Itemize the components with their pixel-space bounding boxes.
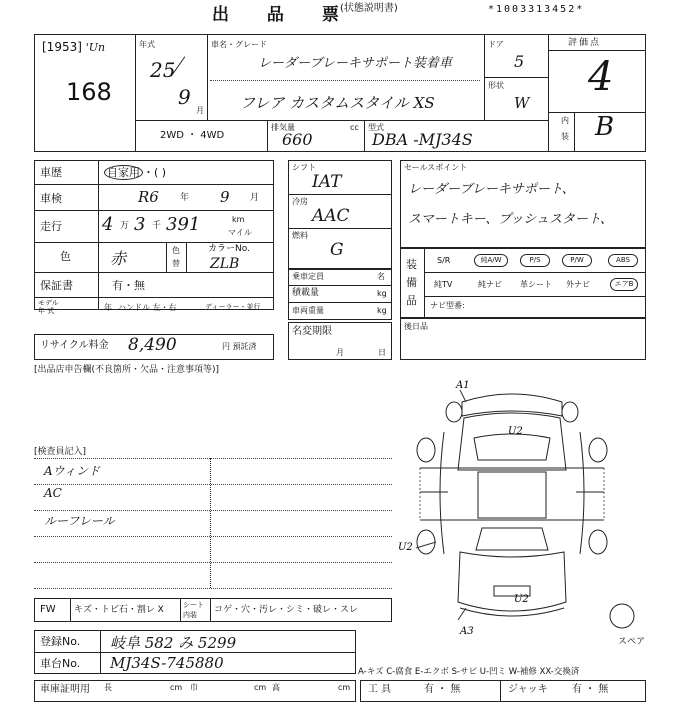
capacity-unit: 名 xyxy=(377,272,385,281)
mileage-man-unit: 万 xyxy=(120,221,130,231)
model-month-value: 9 xyxy=(178,85,191,109)
equip-external-navi: 外ナビ xyxy=(566,280,590,289)
equipment-label-1: 装 xyxy=(406,258,417,271)
equip-genuine-tv: 純TV xyxy=(434,280,453,289)
vehicle-history-value xyxy=(104,166,166,179)
chassis-value: MJ34S-745880 xyxy=(110,654,224,672)
weight-unit: kg xyxy=(377,306,387,315)
garage-cert-long: 長 xyxy=(104,683,112,692)
damage-legend: A-キズ C-腐食 E-エクボ S-サビ U-凹ミ W-補修 XX-交換済 xyxy=(358,667,580,677)
sales-point-label: セールスポイント xyxy=(404,163,468,172)
page-subtitle: (状態説明書) xyxy=(340,3,398,14)
displacement-unit: cc xyxy=(350,123,359,132)
shift-label: シフト xyxy=(292,163,316,172)
color-change-label-2: 替 xyxy=(172,259,180,268)
load-unit: kg xyxy=(377,289,387,298)
inspection-month: 9 xyxy=(220,188,230,206)
model-row-handle: ハンドル 左・右 xyxy=(118,303,177,312)
mileage-man: 4 xyxy=(102,214,114,235)
color-value: 赤 xyxy=(110,249,127,268)
equip-sr: S/R xyxy=(437,256,451,265)
chassis-label: 車台No. xyxy=(40,657,81,670)
registration-value: 岐阜 582 み 5299 xyxy=(110,634,237,652)
fuel-label: 燃料 xyxy=(292,231,308,240)
vehicle-history-label: 車歴 xyxy=(40,166,62,179)
diagram-mark-u2-side: U2 xyxy=(398,542,413,553)
color-no-label: カラーNo. xyxy=(208,244,250,254)
equip-power-steering: P/S xyxy=(520,254,550,267)
expiry-label: 名変期限 xyxy=(292,326,332,337)
aircon-value: AAC xyxy=(312,206,350,226)
year-code-suffix: 'Un xyxy=(85,41,106,54)
inspection-label: 車検 xyxy=(40,192,62,205)
fw-sheet-2: 内装 xyxy=(183,611,197,619)
inspector-notes-label: [検査員記入] xyxy=(34,447,87,457)
garage-cert-width: 巾 xyxy=(190,683,198,692)
model-row-year-unit: 年 xyxy=(104,303,112,312)
mileage-unit-mile: マイル xyxy=(228,228,252,237)
fw-interior-items: コゲ・穴・汚レ・シミ・破レ・スレ xyxy=(214,605,359,615)
diagram-mark-a1: A1 xyxy=(456,380,470,391)
fw-label: FW xyxy=(40,604,56,615)
garage-cert-label: 車庫証明用 xyxy=(40,684,90,695)
sales-point-frame xyxy=(400,160,646,248)
equip-leather-seat: 革シート xyxy=(520,280,552,289)
inspection-year: R6 xyxy=(138,188,159,206)
door-value: 5 xyxy=(514,52,525,71)
inspector-note-1: Aウィンド xyxy=(44,464,100,478)
displacement-label: 排気量 xyxy=(271,123,295,132)
weight-label: 車両重量 xyxy=(292,306,324,315)
equipment-label-2: 備 xyxy=(406,276,417,289)
exhibitor-notes-label: [出品店申告欄(不良箇所・欠品・注意事項等)] xyxy=(34,365,220,375)
recycle-unit: 円 預託済 xyxy=(222,342,257,351)
inspection-month-unit: 月 xyxy=(250,193,260,203)
equipment-label-3: 品 xyxy=(406,294,417,307)
color-change-label-1: 色 xyxy=(172,246,180,255)
score-label: 評価点 xyxy=(568,38,602,48)
garage-cert-long-unit: cm xyxy=(170,683,183,692)
garage-cert-height: 高 xyxy=(272,683,280,692)
load-label: 積載量 xyxy=(292,288,320,298)
shift-value: IAT xyxy=(312,172,342,192)
model-row-label-2: 年 式 xyxy=(38,307,55,315)
mileage-rest: 391 xyxy=(166,214,201,235)
mileage-label: 走行 xyxy=(40,220,62,233)
warranty-value: 有・無 xyxy=(112,279,145,292)
car-name-line2: フレア カスタムスタイル XS xyxy=(240,94,435,112)
interior-label-1: 内 xyxy=(561,116,569,125)
door-label: ドア xyxy=(488,40,504,49)
garage-cert-height-unit: cm xyxy=(338,683,351,692)
model-year-label: 年式 xyxy=(139,40,155,49)
diagram-mark-u2-top: U2 xyxy=(508,426,523,437)
model-row-dealer: ディーラー・並行 xyxy=(205,303,261,311)
model-year-value: 25 xyxy=(150,58,176,82)
equip-genuine-aw: 純A/W xyxy=(474,254,508,267)
lot-number: 168 xyxy=(66,78,112,106)
equip-genuine-navi: 純ナビ xyxy=(478,280,502,289)
mileage-unit-km: km xyxy=(232,215,245,224)
tools-value: 有 ・ 無 xyxy=(424,684,461,695)
aircon-label: 冷房 xyxy=(292,197,308,206)
shape-label: 形状 xyxy=(488,81,504,90)
interior-value: B xyxy=(595,112,615,142)
vehicle-history-selected: 自家用 xyxy=(104,165,143,180)
spare-label: スペア xyxy=(618,637,646,647)
fw-sheet-1: シート xyxy=(183,601,204,609)
tools-label: 工 具 xyxy=(368,684,392,695)
car-name-line1: レーダーブレーキサポート装着車 xyxy=(258,56,452,71)
registration-label: 登録No. xyxy=(40,635,81,648)
page-title: 出 品 票 xyxy=(212,5,355,25)
fuel-value: G xyxy=(330,240,344,260)
inspector-note-2: AC xyxy=(44,486,62,500)
mileage-sen: 3 xyxy=(134,214,146,235)
mileage-sen-unit: 千 xyxy=(152,221,162,231)
vehicle-history-rest: ・( ) xyxy=(143,166,167,179)
recycle-label: リサイクル料金 xyxy=(40,340,109,351)
jack-value: 有 ・ 無 xyxy=(572,684,609,695)
shape-value: W xyxy=(514,94,530,112)
color-label: 色 xyxy=(60,250,71,263)
serial-number: *1003313452* xyxy=(488,4,585,15)
interior-label-2: 装 xyxy=(561,132,569,141)
diagram-mark-u2-rear: U2 xyxy=(514,594,529,605)
expiry-month-unit: 月 xyxy=(336,348,344,357)
model-row-label-1: モデル xyxy=(38,299,59,307)
warranty-label: 保証書 xyxy=(40,279,73,292)
displacement-value: 660 xyxy=(282,130,313,149)
rear-seat-label: 後日品 xyxy=(404,322,428,331)
garage-cert-width-unit: cm xyxy=(254,683,267,692)
year-code-value: [1953] xyxy=(42,40,82,54)
car-name-label: 車名・グレード xyxy=(211,40,267,49)
diagram-mark-a3: A3 xyxy=(460,626,474,637)
sales-point-line1: レーダーブレーキサポート、 xyxy=(408,182,575,197)
color-no-value: ZLB xyxy=(210,256,240,272)
capacity-label: 乗車定員 xyxy=(292,272,324,281)
equip-abs: ABS xyxy=(608,254,638,267)
model-month-unit: 月 xyxy=(196,106,204,115)
rear-seat-frame xyxy=(400,318,646,360)
jack-label: ジャッキ xyxy=(508,684,548,695)
expiry-day-unit: 日 xyxy=(378,348,386,357)
inspection-year-unit: 年 xyxy=(180,193,190,203)
score-value: 4 xyxy=(588,54,614,100)
equip-airbag: エアB xyxy=(610,278,638,291)
equip-power-window: P/W xyxy=(562,254,592,267)
recycle-value: 8,490 xyxy=(128,335,177,355)
sales-point-line2: スマートキー、プッシュスタート、 xyxy=(408,212,613,227)
car-damage-diagram xyxy=(396,372,646,642)
equip-navi-model-label: ナビ型番: xyxy=(430,301,465,310)
model-type-label: 型式 xyxy=(368,123,384,132)
inspector-note-3: ルーフレール xyxy=(44,514,115,528)
year-code xyxy=(42,40,105,54)
drive-label: 2WD ・ 4WD xyxy=(160,130,225,141)
fw-items: キズ・トビ石・割レ X xyxy=(74,605,164,615)
model-type-value: DBA -MJ34S xyxy=(372,130,473,149)
